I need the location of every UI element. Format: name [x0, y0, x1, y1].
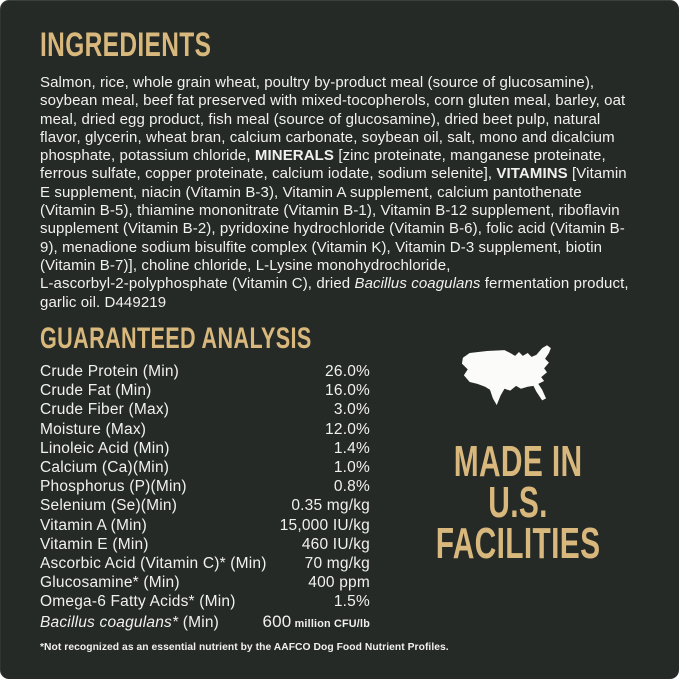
ingredients-segment: Salmon, rice, whole grain wheat, poultry by-product meal (source of glucosamine), soybean meal, beef fat preserved with mixed-tocopherols, corn gluten meal, barley, oat meal, dried egg product, fish meal (source of glucosamine), dried beet pulp, natural flavor, glycerin, wheat bran, calcium carbonate, soybean oil, salt, mono and dicalcium phosphate, potassium chloride, [40, 74, 626, 165]
analysis-row-value: 400 ppm [308, 574, 370, 592]
analysis-row-label: Phosphorus (P)(Min) [40, 478, 187, 496]
analysis-row [40, 400, 370, 419]
analysis-row [40, 458, 370, 477]
analysis-row [40, 362, 370, 381]
ingredients-section [40, 26, 640, 312]
made-in-line-1: MADE IN [453, 437, 583, 486]
analysis-row-label: Ascorbic Acid (Vitamin C)* (Min) [40, 555, 267, 573]
analysis-row-value: 0.8% [333, 478, 370, 496]
ingredients-text [40, 74, 632, 312]
ingredients-heading: INGREDIENTS [40, 26, 212, 64]
made-in-line-2: U.S. [488, 478, 548, 527]
analysis-row [40, 381, 370, 400]
analysis-row-label: Calcium (Ca)(Min) [40, 459, 170, 477]
ingredients-emphasis: VITAMINS [496, 165, 568, 183]
analysis-row-label: Vitamin E (Min) [40, 535, 149, 553]
made-in-text [397, 437, 639, 568]
analysis-row-label: Linoleic Acid (Min) [40, 439, 170, 457]
analysis-row-label: Moisture (Max) [40, 420, 147, 438]
analysis-row-label: Crude Fat (Min) [40, 382, 152, 400]
analysis-row-value: 1.4% [333, 439, 370, 457]
ingredients-emphasis: Bacillus coagulans [354, 275, 481, 293]
analysis-table [40, 362, 370, 634]
analysis-row-label: Bacillus coagulans* (Min) [40, 613, 220, 631]
ingredients-segment: [zinc proteinate, manganese proteinate, ferrous sulfate, copper proteinate, calcium iodate, sodium selenite], [40, 147, 606, 183]
guaranteed-analysis-heading: GUARANTEED ANALYSIS [40, 322, 312, 355]
analysis-row-label: Glucosamine* (Min) [40, 574, 180, 592]
analysis-row-label: Selenium (Se)(Min) [40, 497, 178, 515]
analysis-row-value: 1.0% [333, 459, 370, 477]
analysis-row-value: 70 mg/kg [304, 555, 370, 573]
analysis-row [40, 477, 370, 496]
ingredients-segment: [Vitamin E supplement, niacin (Vitamin B-3), Vitamin A supplement, calcium pantothenate (Vitamin B-5), thiamine mononitrate (Vitamin B-1), Vitamin B-12 supplement, riboflavin supplement (Vitamin B-2), pyridoxine hydrochloride (Vitamin B-6), folic acid (Vitamin B-9), menadione sodium bisulfite complex (Vitamin K), Vitamin D-3 supplement, biotin (Vitamin B-7)], choline chloride, L-Lysine monohydrochloride, [40, 165, 627, 274]
analysis-row [40, 554, 370, 573]
analysis-row-value: 0.35 mg/kg [291, 497, 370, 515]
analysis-row [40, 592, 370, 611]
analysis-row-value: 600 million CFU/lb [262, 611, 370, 631]
analysis-row-label: Crude Protein (Min) [40, 363, 180, 380]
guaranteed-analysis-section [40, 322, 449, 653]
analysis-row-label: Crude Fiber (Max) [40, 401, 170, 419]
analysis-row [40, 420, 370, 439]
analysis-row-value: 460 IU/kg [301, 535, 370, 553]
usa-map-icon [460, 343, 576, 419]
made-in-line-3: FACILITIES [435, 519, 601, 568]
analysis-footnote: *Not recognized as an essential nutrient by the AAFCO Dog Food Nutrient Profiles. [40, 641, 449, 653]
ingredients-segment: fermentation product, garlic oil. D449219 [40, 275, 629, 311]
analysis-row [40, 496, 370, 515]
analysis-row [40, 612, 370, 634]
made-in-panel [428, 343, 608, 568]
analysis-row-label: Vitamin A (Min) [40, 516, 147, 534]
analysis-row-value: 1.5% [333, 593, 370, 611]
ingredients-segment: L-ascorbyl-2-polyphosphate (Vitamin C), dried [40, 275, 355, 293]
analysis-row-value: 26.0% [325, 363, 370, 380]
analysis-row-value: 15,000 IU/kg [279, 516, 370, 534]
analysis-row [40, 535, 370, 554]
ingredients-emphasis: MINERALS [254, 147, 335, 165]
analysis-row-value: 3.0% [333, 401, 370, 419]
analysis-row [40, 516, 370, 535]
analysis-row-label: Omega-6 Fatty Acids* (Min) [40, 593, 236, 611]
analysis-row [40, 439, 370, 458]
analysis-row [40, 573, 370, 592]
analysis-row-value: 16.0% [325, 382, 370, 400]
analysis-row-value: 12.0% [325, 420, 370, 438]
